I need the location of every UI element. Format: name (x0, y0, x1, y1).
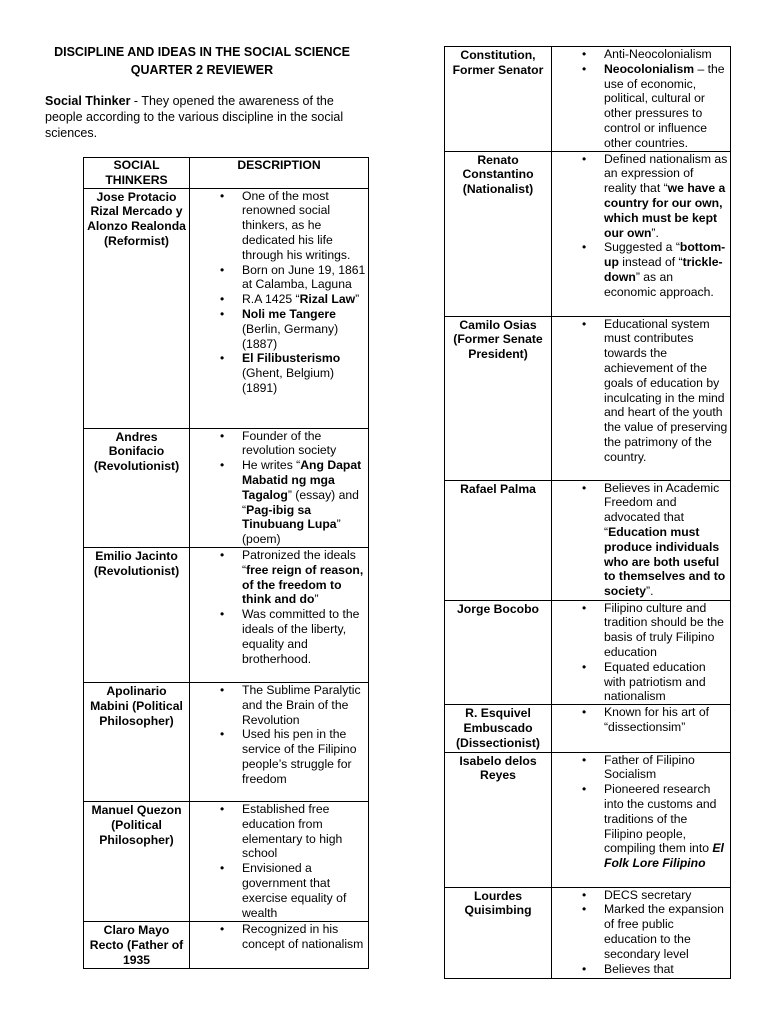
description-item (552, 240, 728, 299)
table-row (445, 480, 731, 600)
description-item (552, 660, 728, 704)
table-row (84, 547, 369, 682)
description-list (190, 802, 366, 920)
table-row (445, 316, 731, 480)
description-text: Education must produce individuals who are both useful to themselves and to society (604, 524, 726, 599)
description-text: ” (essay) and “ (242, 487, 359, 517)
thinker-name: Rafael Palma (445, 480, 552, 600)
social-thinkers-table-left (83, 157, 369, 969)
description-item (552, 962, 728, 977)
table-row (445, 47, 731, 152)
thinker-name: Renato Constantino (Nationalist) (445, 151, 552, 316)
intro-paragraph (45, 93, 357, 141)
thinker-name: Manuel Quezon (Political Philosopher) (84, 801, 190, 921)
description-text: Defined nationalism as an expression of reality that “ (604, 151, 728, 196)
description-text: Used his pen in the service of the Filipino people’s struggle for freedom (242, 727, 357, 786)
description-item (190, 922, 366, 952)
description-text: Neocolonialism (604, 61, 695, 76)
description-text: (Ghent, Belgium) (1891) (242, 366, 335, 395)
description-item (190, 727, 366, 786)
table-row (445, 600, 731, 705)
thinker-description (552, 887, 731, 978)
thinker-description (552, 316, 731, 480)
description-text: we have a country for our own, which must be kept our own (604, 181, 726, 240)
description-text: ”. (646, 584, 654, 599)
description-list (552, 317, 728, 465)
thinker-description (552, 480, 731, 600)
description-list (552, 481, 728, 599)
description-item (190, 861, 366, 920)
document-title (44, 43, 360, 79)
description-text: ”. (651, 225, 659, 240)
table-row (445, 705, 731, 752)
description-text: Envisioned a government that exercise equality of wealth (242, 861, 347, 920)
description-item (552, 481, 728, 599)
description-text: ” (poem) (242, 517, 341, 547)
description-text: El Folk Lore Filipino (604, 841, 724, 871)
description-text: Patronized the ideals “ (242, 547, 356, 577)
description-text: Recognized in his concept of nationalism (242, 921, 364, 951)
description-text: Pag-ibig sa Tinubuang Lupa (242, 502, 337, 532)
description-text: Established free education from elementary to high school (242, 801, 343, 861)
description-item (552, 62, 728, 151)
description-text: trickle-down (604, 255, 723, 284)
description-list (552, 47, 728, 151)
description-item (190, 607, 366, 666)
description-text: Anti-Neocolonialism (604, 47, 712, 61)
description-list (190, 429, 366, 547)
description-item (552, 705, 728, 735)
description-text: Father of Filipino Socialism (604, 752, 695, 782)
table-row (84, 188, 369, 428)
description-text: Educational system must contributes towards the achievement of the goals of education by inculcating in the mind and heart of the youth the value of preserving the patrimony of the country. (604, 316, 728, 464)
description-text: The Sublime Paralytic and the Brain of the Revolution (242, 682, 361, 727)
description-item (552, 753, 728, 783)
thinker-description (190, 801, 369, 921)
table-row (84, 801, 369, 921)
thinker-name: Jorge Bocobo (445, 600, 552, 705)
intro-text: - They opened the awareness of the people according to the various discipline in the social sciences. (45, 94, 344, 140)
description-list (190, 683, 366, 787)
description-item (190, 802, 366, 861)
thinker-name: Constitution, Former Senator (445, 47, 552, 152)
thinker-name: Emilio Jacinto (Revolutionist) (84, 547, 190, 682)
description-item (190, 429, 366, 459)
description-list (190, 189, 366, 396)
description-text: Marked the expansion of free public education to the secondary level (604, 902, 724, 961)
thinker-description (552, 47, 731, 152)
title-line-2: QUARTER 2 REVIEWER (130, 63, 274, 77)
thinker-description (190, 188, 369, 428)
header-description: DESCRIPTION (190, 158, 369, 189)
description-text: ” (355, 292, 360, 307)
description-item (190, 683, 366, 727)
description-item (552, 902, 728, 961)
description-text: Believes that (604, 961, 674, 976)
description-item (552, 152, 728, 241)
description-item (552, 601, 728, 660)
table-row (84, 682, 369, 801)
description-text: instead of “ (618, 255, 683, 270)
table-row (445, 151, 731, 316)
description-text: Known for his art of “dissectionsim” (604, 705, 709, 734)
thinker-name: R. Esquivel Embuscado (Dissectionist) (445, 705, 552, 752)
thinker-name: Lourdes Quisimbing (445, 887, 552, 978)
thinker-description (190, 428, 369, 547)
description-text: (Berlin, Germany) (1887) (242, 321, 339, 351)
description-item (552, 782, 728, 871)
thinker-name: Andres Bonifacio (Revolutionist) (84, 428, 190, 547)
thinker-name: Claro Mayo Recto (Father of 1935 (84, 921, 190, 968)
description-text: DECS secretary (604, 887, 692, 902)
description-item (552, 888, 728, 903)
description-text: Filipino culture and tradition should be the basis of truly Filipino education (604, 600, 724, 659)
description-item (190, 263, 366, 293)
description-list (552, 888, 728, 977)
thinker-description (190, 921, 369, 968)
description-text: Pioneered research into the customs and traditions of the Filipino people, compiling them into (604, 782, 717, 856)
description-text: Suggested a “ (604, 240, 680, 255)
description-item (190, 189, 366, 263)
thinker-description (190, 547, 369, 682)
header-social-thinkers: SOCIAL THINKERS (84, 158, 190, 189)
description-item (552, 47, 728, 62)
description-text: bottom-up (604, 240, 726, 270)
description-text: Ang Dapat Mabatid ng mga Tagalog (242, 458, 362, 502)
thinker-description (190, 682, 369, 801)
description-text: Noli me Tangere (242, 306, 336, 321)
description-list (552, 705, 728, 735)
thinker-description (552, 705, 731, 752)
description-list (190, 922, 366, 952)
table-row (445, 887, 731, 978)
description-text: ” as an economic approach. (604, 269, 714, 299)
description-text: One of the most renowned social thinkers, as he dedicated his life through his writings. (242, 188, 351, 262)
thinker-name: Isabelo delos Reyes (445, 752, 552, 887)
description-text: Believes in Academic Freedom and advocated that “ (604, 480, 720, 539)
description-list (552, 152, 728, 300)
description-text: ” (314, 592, 319, 607)
description-text: R.A 1425 “ (242, 292, 300, 307)
thinker-name: Jose Protacio Rizal Mercado y Alonzo Realonda (Reformist) (84, 188, 190, 428)
description-item (190, 458, 366, 547)
thinker-name: Camilo Osias (Former Senate President) (445, 316, 552, 480)
description-text: free reign of reason, of the freedom to think and do (242, 562, 364, 607)
thinker-description (552, 752, 731, 887)
description-text: El Filibusterismo (242, 351, 341, 366)
description-item (190, 307, 366, 351)
description-list (190, 548, 366, 666)
description-text: He writes “ (242, 458, 301, 473)
social-thinkers-table-right (444, 46, 731, 979)
description-text: Was committed to the ideals of the liberty, equality and brotherhood. (242, 607, 360, 666)
description-text: Rizal Law (299, 292, 356, 307)
thinker-description (552, 600, 731, 705)
description-item (190, 292, 366, 307)
description-text: Equated education with patriotism and nationalism (604, 659, 706, 704)
table-header-row (84, 158, 369, 189)
table-row (84, 921, 369, 968)
description-list (552, 753, 728, 871)
title-line-1: DISCIPLINE AND IDEAS IN THE SOCIAL SCIENCE (54, 45, 350, 59)
description-list (552, 601, 728, 705)
description-item (190, 548, 366, 607)
description-item (190, 351, 366, 395)
description-text: – the use of economic, political, cultural or other pressures to control or influence other countries. (604, 61, 725, 150)
intro-term: Social Thinker (45, 94, 131, 108)
table-row (84, 428, 369, 547)
description-text: Born on June 19, 1861 at Calamba, Laguna (242, 262, 366, 292)
description-item (552, 317, 728, 465)
thinker-description (552, 151, 731, 316)
table-row (445, 752, 731, 887)
thinker-name: Apolinario Mabini (Political Philosopher) (84, 682, 190, 801)
description-text: Founder of the revolution society (242, 428, 337, 458)
